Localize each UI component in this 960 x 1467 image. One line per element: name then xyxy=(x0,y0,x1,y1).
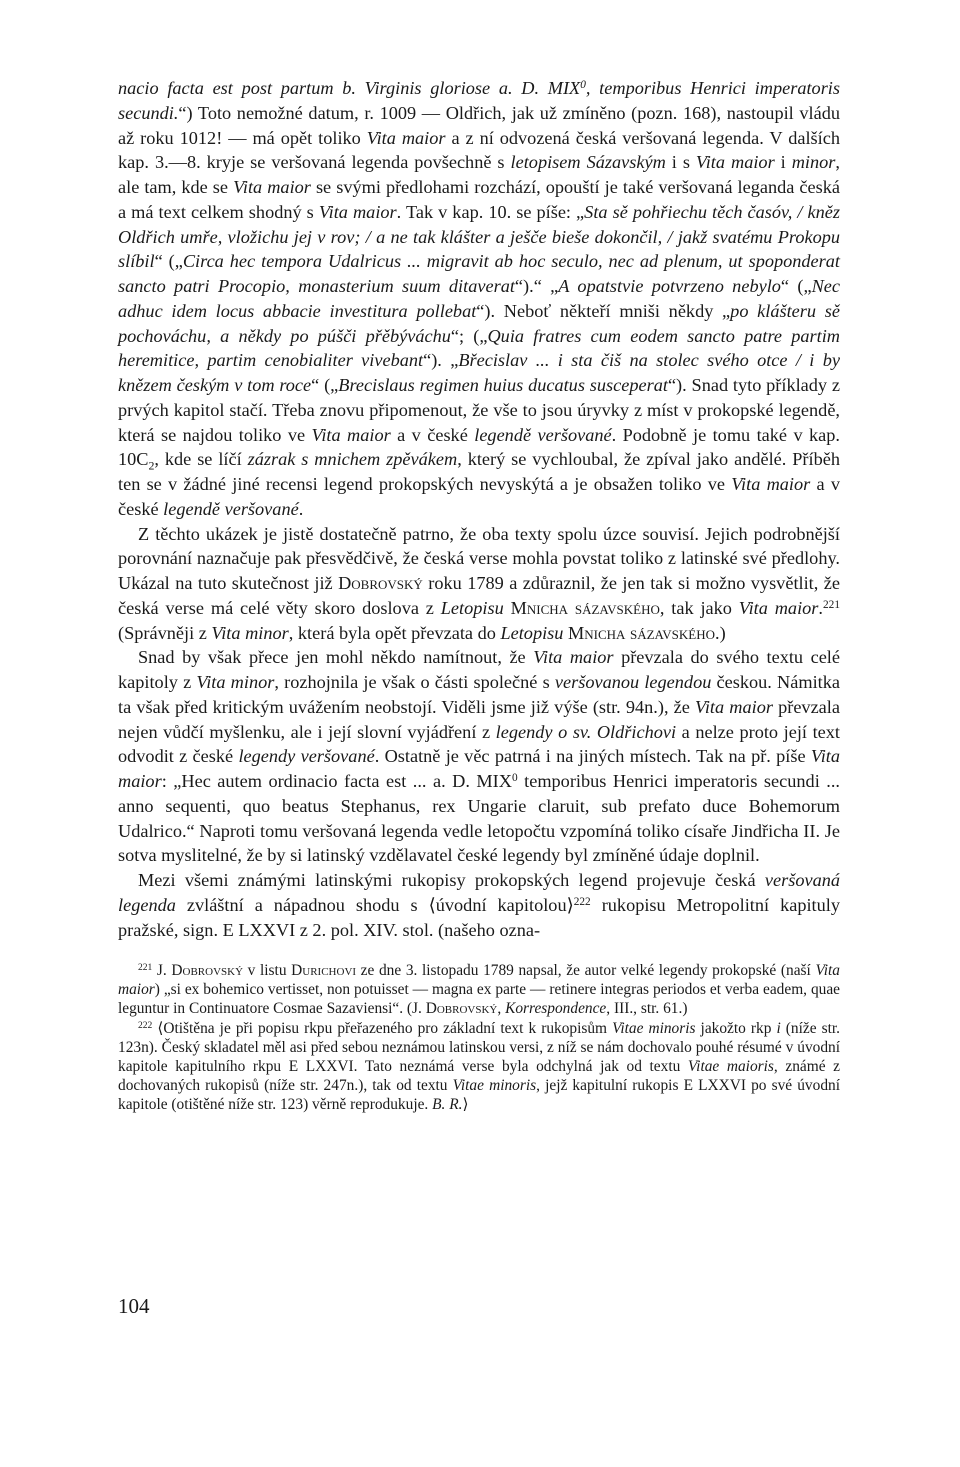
page-number: 104 xyxy=(118,1294,150,1318)
italic-run: Vitae maioris xyxy=(687,1057,774,1075)
text-run: (Správněji z xyxy=(118,622,212,643)
text-run: ⟩ xyxy=(462,1095,469,1113)
italic-run: Vita maior xyxy=(118,746,840,791)
text-run: rukopisu Metropolitní kapituly pražské, sign. E LXXVI z 2. pol. XIV. stol. (našeho ozna- xyxy=(118,894,840,940)
text-run xyxy=(504,598,511,618)
text-run: se svými předlohami rozchází, opouští je také veršovaná leganda česká a má text celkem shodný s xyxy=(118,177,840,222)
page-text xyxy=(118,76,840,1114)
paragraph-1 xyxy=(118,76,840,522)
italic-run: Vita maior xyxy=(533,647,614,668)
text-run: , která byla opět převzata do xyxy=(288,622,501,643)
text-run: ze dne 3. listopadu 1789 napsal, že autor velké legendy prokopské (naší xyxy=(356,962,816,980)
footnote-222 xyxy=(118,1019,840,1114)
superscript: 0 xyxy=(580,78,586,91)
text-run: . xyxy=(298,498,304,519)
italic-run: Vita maior xyxy=(318,201,397,222)
text-run: a z ní odvozená česká veršovaná legenda. V dalších kap. 3.—8. kryje se veršovaná legenda povšechně s xyxy=(118,127,840,173)
text-run: “). Snad tyto příklady z prvých kapitol stačí. Třeba znovu připomenout, že vše to jsou úryvky z míst v prokopské legendě, která se najdou toliko ve xyxy=(118,375,840,445)
text-run: , ale tam, kde se xyxy=(118,152,840,197)
text-run: (níže str. 123n). Český skladatel měl asi před sebou neznámou latinskou versi, z níž se nám dochovalo pouhé résumé v úvodní kapitole kapitulního rkpu E LXXVI. Tato neznámá verse byla odchylná jak od textu xyxy=(118,1019,840,1075)
italic-run: veršovanou legendou xyxy=(554,672,712,692)
text-run: jakožto rkp xyxy=(695,1019,777,1037)
main-text xyxy=(118,76,840,942)
text-run: v listu xyxy=(243,962,292,980)
italic-run: Vita maior xyxy=(311,424,391,445)
text-run: temporibus Henrici imperatoris secundi ... anno sequenti, quo beatus Stephanus, rex Ungarie claruit, sub prefato duce Bohemorum Udalrico.“ Naproti tomu veršovaná legenda vedle letopočtu vzpomíná toliko císaře Jindřicha II. Je sotva myslitelné, že by si latinský vzdělavatel české legendy byl zmíněné údaje doplnil. xyxy=(118,771,840,866)
italic-run: Vita maior xyxy=(731,474,811,494)
text-run: .) xyxy=(715,622,726,643)
paragraph-2 xyxy=(118,522,840,646)
italic-run: Vita minor xyxy=(196,672,275,692)
small-caps-run: Mnicha sázavského xyxy=(510,597,660,618)
italic-run: Vita maior xyxy=(233,177,311,197)
subscript: 2 xyxy=(148,458,155,473)
text-run: i xyxy=(774,152,792,173)
small-caps-run: Durichovi xyxy=(291,962,357,980)
italic-run: Vita maior xyxy=(695,152,775,173)
small-caps-run: Dobrovský xyxy=(338,573,423,593)
text-run: , kde se líčí xyxy=(154,449,248,470)
text-run: , který se vychloubal, že zpíval jako andělé. Příběh ten se v žádné jiné recensi legend prokopských nevyskýtá a je obsažen toliko ve xyxy=(118,449,840,494)
italic-run: legendy o sv. Oldřichovi xyxy=(495,721,677,742)
text-run: zvláštní a nápadnou shodu s ⟨úvodní kapitolou⟩ xyxy=(175,894,574,915)
italic-run: Nec adhuc idem locus abbacie investitura pollebat xyxy=(118,276,840,321)
text-run: Snad by však přece jen mohl někdo namítnout, že xyxy=(138,647,534,668)
text-run: , známé z dochovaných rukopisů (níže str. 247n.), tak od textu xyxy=(118,1057,840,1094)
superscript: 0 xyxy=(511,771,518,784)
italic-run: Vita maior xyxy=(738,597,819,618)
small-caps-run: Dobrovský xyxy=(425,1000,498,1018)
italic-run: i xyxy=(776,1019,781,1037)
superscript: 221 xyxy=(823,598,840,611)
italic-run: Brecislaus regimen huius ducatus susceperat xyxy=(338,375,668,395)
text-run: Mezi všemi známými latinskými rukopisy prokopských legend projevuje česká xyxy=(138,870,765,890)
italic-run: Vitae minoris xyxy=(612,1019,696,1037)
text-run: . Podobně je tomu také v kap. 10C xyxy=(118,424,840,470)
italic-run: legendě veršované xyxy=(474,424,612,445)
text-run: “) Toto nemožné datum, r. 1009 — Oldřich, jak už zmíněno (pozn. 168), nastoupil vládu až roku 1012! — má opět toliko xyxy=(118,102,840,148)
text-run: “ („ xyxy=(154,251,183,272)
italic-run: veršovaná legenda xyxy=(118,870,840,915)
text-run: “).“ „ xyxy=(514,276,559,296)
italic-run: po klášteru sě pochováchu, a někdy po púšči přěbýváchu xyxy=(118,300,840,346)
small-caps-run: Mnicha sázavského xyxy=(568,622,715,643)
text-run: převzala nejen vůdčí myšlenku, ale i její slovní vyjádření z xyxy=(118,696,840,742)
footnote-221 xyxy=(118,961,840,1018)
italic-run: Letopisu xyxy=(500,622,564,643)
text-run: roku 1789 a zdůraznil, že jen tak si možno vysvětlit, že česká verse má celé věty skoro doslova z xyxy=(118,573,840,618)
italic-run: , temporibus Henrici imperatoris secundi. xyxy=(118,78,840,123)
italic-run: Vita maior xyxy=(118,962,840,999)
italic-run: Vita maior xyxy=(366,127,446,148)
footnotes xyxy=(118,961,840,1114)
paragraph-3 xyxy=(118,645,840,868)
text-run: a v české xyxy=(390,424,475,445)
italic-run: legendy veršované xyxy=(238,746,375,767)
italic-run: Korrespondence xyxy=(505,1000,607,1018)
italic-run: legendě veršované xyxy=(163,498,299,519)
text-run: převzala do svého textu celé kapitoly z xyxy=(118,647,841,692)
text-run: “). Neboť někteří mniši někdy „ xyxy=(476,300,731,321)
text-run: ) „si ex bohemico vertisset, non potuisset — magna ex parte — retinere integras periodos et verba eadem, quae leguntur in Continuatore Cosmae Sazaviensi“. (J. xyxy=(118,981,840,1018)
italic-run: Circa hec tempora Udalricus ... migravit ab hoc seculo, nec ad plenum, ut spoponderat sancto patri Procopio, monasterium suum ditaverat xyxy=(118,251,840,296)
text-run: , rozhojnila je však o části společné s xyxy=(274,672,555,692)
italic-run: Letopisu xyxy=(440,597,504,618)
text-run: . Tak v kap. 10. se píše: „ xyxy=(396,201,585,222)
text-run: . Ostatně je věc patrná i na jiných místech. Tak na př. píše xyxy=(374,746,811,767)
superscript: 221 xyxy=(138,962,153,973)
italic-run: zázrak s mnichem zpěvákem xyxy=(247,449,458,470)
text-run: a v české xyxy=(118,474,840,519)
text-run: “). „ xyxy=(423,350,459,371)
paragraph-4 xyxy=(118,868,840,942)
text-run: Z těchto ukázek je jistě dostatečně patrno, že oba texty spolu úzce souvisí. Jejich podrobnější porovnání naznačuje pak přesvědčivě, že česká verse mohla povstat toliko z latinské své předlohy. Ukázal na tuto skutečnost již xyxy=(118,523,840,593)
superscript: 222 xyxy=(573,895,591,908)
italic-run: minor xyxy=(791,152,836,173)
italic-run: letopisem Sázavským xyxy=(510,152,666,173)
text-run: J. xyxy=(152,962,172,980)
italic-run: Vitae minoris xyxy=(452,1076,537,1094)
italic-run: Vita minor xyxy=(211,622,289,643)
text-run: i s xyxy=(665,152,696,173)
superscript: 222 xyxy=(138,1019,153,1031)
text-run: : „Hec autem ordinacio facta est ... a. D. MIX xyxy=(161,771,512,791)
small-caps-run: Dobrovský xyxy=(171,962,244,980)
text-run: českou. Námitka ta však před kritickým uvážením neobstojí. Viděli jsme již výše (str. 94n.), že xyxy=(118,672,840,717)
italic-run: Vita maior xyxy=(695,696,773,717)
italic-run: B. R. xyxy=(432,1095,463,1113)
italic-run: Sta sě pohřiechu těch časóv, / kněz Oldřich umře, vložichu jej v rov; / a ne tak klášter a ješče bieše dokončil, / jakž svatému Prokopu slíbil xyxy=(118,201,840,272)
text-run: ⟨Otištěna je při popisu rkpu přeřazeného pro základní text k rukopisům xyxy=(152,1019,613,1037)
text-run: “ („ xyxy=(780,276,812,296)
italic-run: nacio facta est post partum b. Virginis gloriose a. D. MIX xyxy=(118,78,581,98)
italic-run: Břecislav ... i sta čiš na stolec svého otce / i by knězem českým v tom roce xyxy=(118,350,840,395)
italic-run: A opatstvie potvrzeno nebylo xyxy=(558,276,781,296)
text-run: . xyxy=(818,597,823,618)
text-run: , xyxy=(497,1000,506,1018)
italic-run: Quia fratres cum eodem sancto patre partim heremitice, partim cenobialiter vivebant xyxy=(118,325,840,371)
text-run: , jejž kapitulní rukopis E LXXVI po své úvodní kapitole (otištěné níže str. 123) věrně reprodukuje. xyxy=(118,1076,840,1113)
text-run: “ („ xyxy=(311,375,339,395)
text-run: , III., str. 61.) xyxy=(606,1000,688,1018)
text-run: a nelze proto její text odvodit z české xyxy=(118,721,840,767)
text-run: “; („ xyxy=(450,325,488,346)
text-run: , tak jako xyxy=(659,597,739,618)
